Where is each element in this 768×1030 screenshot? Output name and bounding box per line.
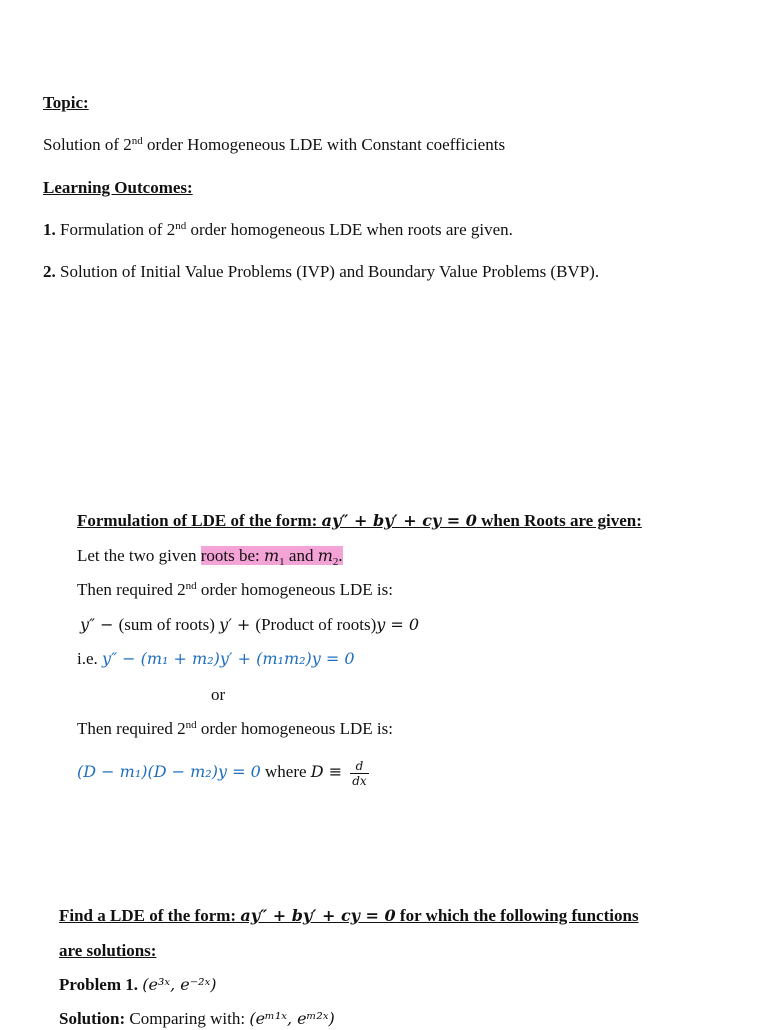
topic-label: Topic: xyxy=(43,93,89,112)
general-equation: y″ − (sum of roots) y′ + (Product of roots)y = 0 xyxy=(80,615,420,634)
problem-1: Problem 1. (e³ˣ, e⁻²ˣ) xyxy=(59,975,217,994)
required-lde-line-2: Then required 2nd order homogeneous LDE is: xyxy=(77,719,393,738)
problems-heading-line2: are solutions: xyxy=(59,941,157,960)
outcome-item: 2. Solution of Initial Value Problems (IVP) and Boundary Value Problems (BVP). xyxy=(43,262,600,281)
solution-line: Solution: Comparing with: (eᵐ¹ˣ, eᵐ²ˣ) xyxy=(59,1009,335,1028)
topic-text: Solution of 2nd order Homogeneous LDE with Constant coefficients xyxy=(43,135,506,154)
or-text: or xyxy=(211,685,226,704)
derivative-fraction: $\frac{d}{dx}$ xyxy=(352,758,367,788)
required-lde-line: Then required 2nd order homogeneous LDE is: xyxy=(77,580,393,599)
ie-equation: i.e. y″ − (m₁ + m₂)y′ + (m₁m₂)y = 0 xyxy=(77,649,355,668)
problems-heading: Find a LDE of the form: ay″ + by′ + cy = 0 for which the following functions xyxy=(59,906,639,925)
roots-statement: Let the two given roots be: $m_1$ and $m_2$. xyxy=(77,546,343,568)
operator-equation: (D − m₁)(D − m₂)y = 0 where D ≡ $\frac{d}{dx}$ xyxy=(77,758,367,788)
learning-outcomes-heading: Learning Outcomes: xyxy=(43,178,193,197)
topic-heading xyxy=(43,92,89,114)
formulation-heading: Formulation of LDE of the form: ay″ + by′ + cy = 0 when Roots are given: xyxy=(77,511,642,530)
outcome-item: 1. Formulation of 2nd order homogeneous LDE when roots are given. xyxy=(43,220,513,239)
highlighted-text: roots be: $m_1$ and $m_2$. xyxy=(200,546,343,568)
